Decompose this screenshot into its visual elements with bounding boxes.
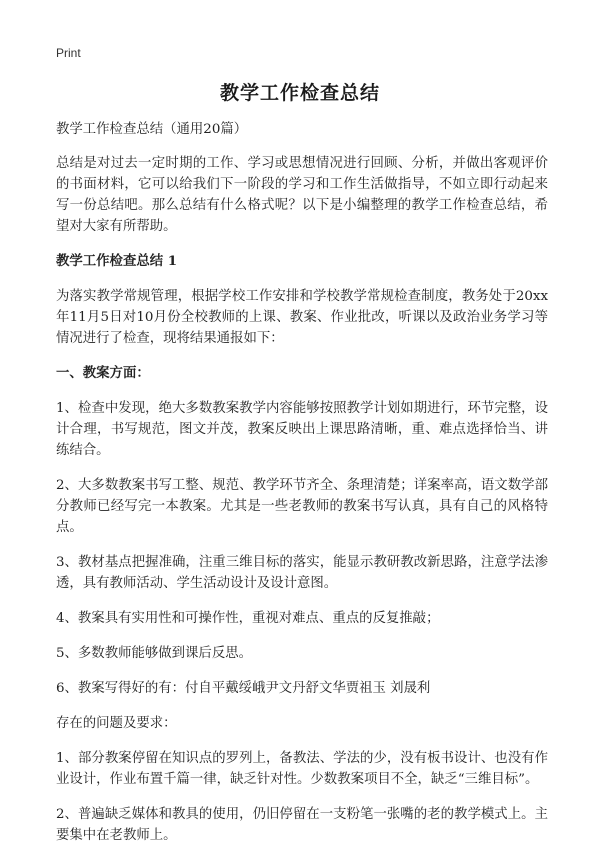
section-intro-paragraph: 为落实教学常规管理，根据学校工作安排和学校教学常规检查制度，教务处于20xx年11月5日对10月份全校教师的上课、教案、作业批改，听课以及政治业务学习等情况进行了检查，现将结果通报如下：	[56, 289, 548, 346]
print-link[interactable]: Print	[56, 46, 81, 60]
page-title: 教学工作检查总结	[219, 82, 380, 104]
list-item: 6、教案写得好的有：付自平戴绥峨尹文丹舒文华贾祖玉 刘晟利	[56, 681, 431, 696]
problem-item: 1、部分教案停留在知识点的罗列上，备教法、学法的少，没有板书设计、也没有作业设计，作业布置千篇一律，缺乏针对性。少数教案项目不全，缺乏“三维目标”。	[56, 751, 548, 787]
list-item: 4、教案具有实用性和可操作性，重视对难点、重点的反复推敲；	[56, 611, 440, 626]
intro-paragraph: 总结是对过去一定时期的工作、学习或思想情况进行回顾、分析，并做出客观评价的书面材料，它可以给我们下一阶段的学习和工作生活做指导，不如立即行动起来写一份总结吧。那么总结有什么格式呢？以下是小编整理的教学工作检查总结，希望对大家有所帮助。	[56, 156, 548, 234]
list-item: 1、检查中发现，绝大多数教案教学内容能够按照教学计划如期进行，环节完整，设计合理，书写规范，图文并茂，教案反映出上课思路清晰，重、难点选择恰当、讲练结合。	[56, 401, 548, 458]
document-body	[56, 119, 548, 860]
problems-heading: 存在的问题及要求：	[56, 716, 177, 731]
section-heading: 教学工作检查总结 1	[56, 253, 178, 269]
list-item: 3、教材基点把握准确，注重三维目标的落实，能显示教研教改新思路，注意学法渗透，具有教师活动、学生活动设计及设计意图。	[56, 555, 548, 591]
list-item: 2、大多数教案书写工整、规范、教学环节齐全、条理清楚；详案率高，语文数学部分教师已经写完一本教案。尤其是一些老教师的教案书写认真，具有自己的风格特点。	[56, 478, 548, 535]
document-subtitle: 教学工作检查总结（通用20篇）	[56, 122, 248, 137]
problem-item: 2、普遍缺乏媒体和教具的使用，仍旧停留在一支粉笔一张嘴的老的教学模式上。主要集中在老教师上。	[56, 807, 548, 843]
part-heading-lesson-plans: 一、教案方面：	[56, 365, 150, 381]
list-item: 5、多数教师能够做到课后反思。	[56, 646, 252, 661]
